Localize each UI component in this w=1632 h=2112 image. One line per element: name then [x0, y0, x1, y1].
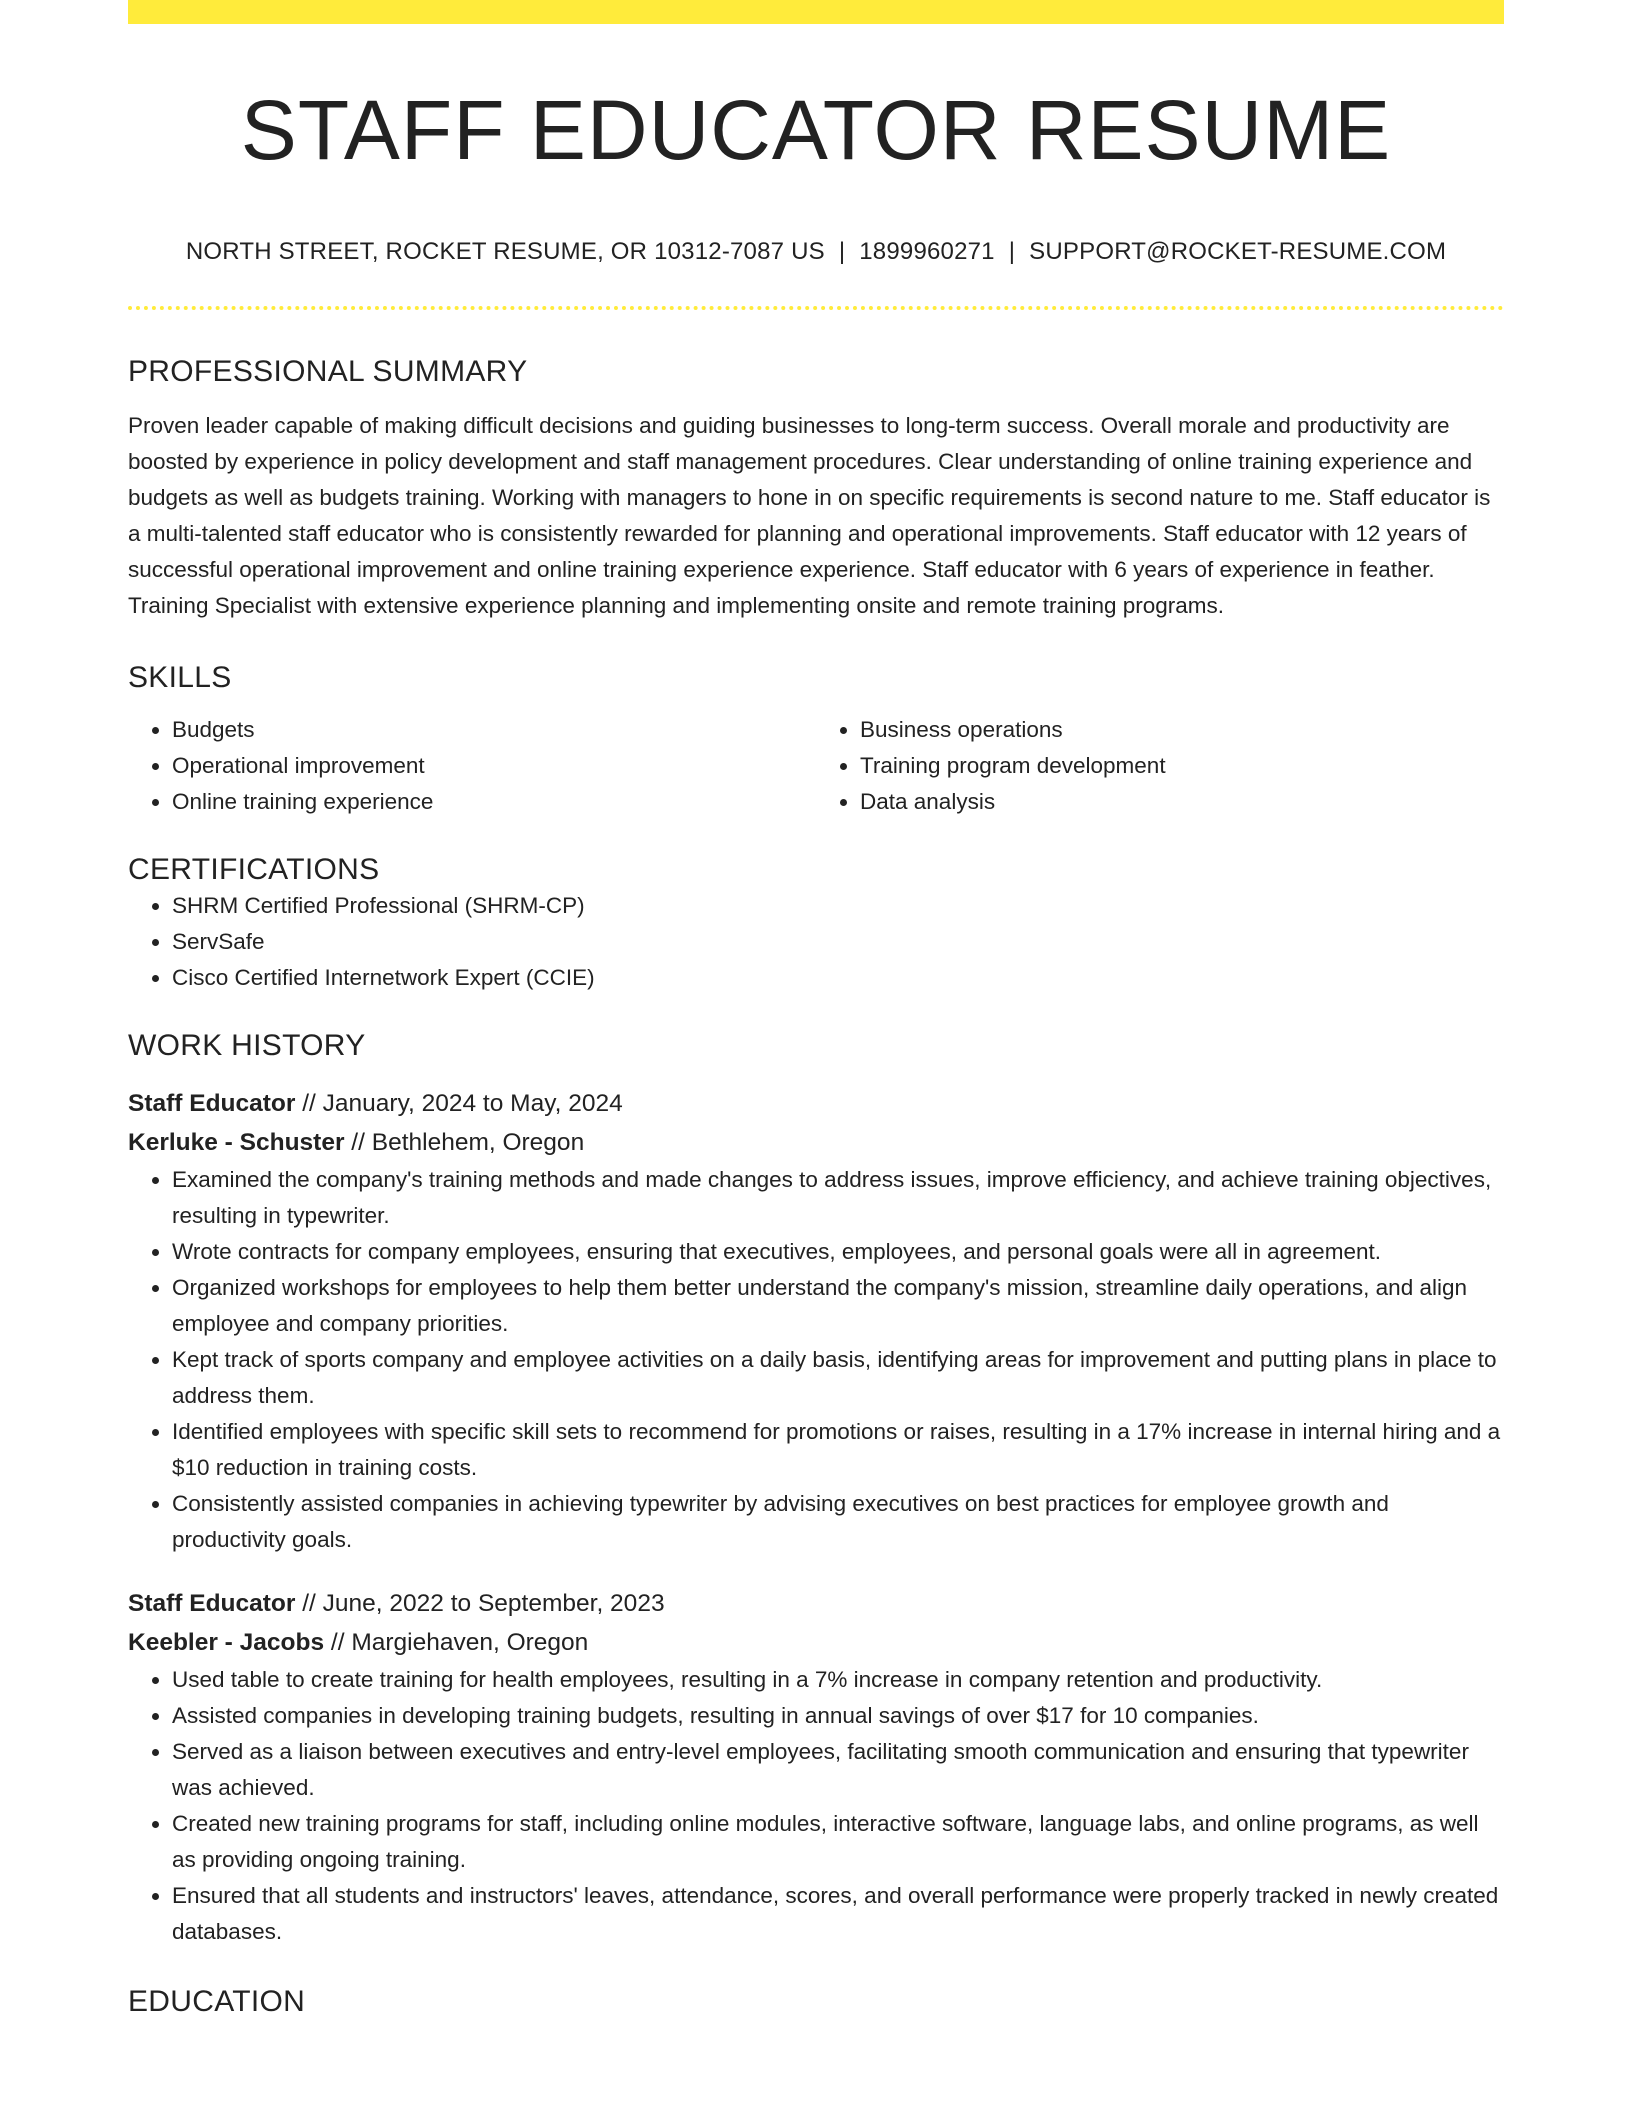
section-heading-work-history: WORK HISTORY [128, 1029, 366, 1063]
list-item: • Ensured that all students and instructors' leaves, attendance, scores, and overall performance were properly tracked in newly created databases. [172, 1878, 1504, 1950]
job-bullets [128, 1162, 1504, 1558]
job-company: Keebler - Jacobs [128, 1629, 325, 1657]
list-item: • Operational improvement [172, 748, 816, 784]
job-company-line [128, 1623, 1504, 1662]
list-item: • Kept track of sports company and employee activities on a daily basis, identifying areas for improvement and putting plans in place to address them. [172, 1342, 1504, 1414]
section-heading-summary: PROFESSIONAL SUMMARY [128, 355, 528, 389]
resume-title: STAFF EDUCATOR RESUME [240, 83, 1392, 177]
job-bullets [128, 1662, 1504, 1950]
certifications-list [128, 888, 1504, 996]
job-role: Staff Educator [128, 1090, 296, 1118]
skills-grid [128, 712, 1504, 820]
section-heading-education: EDUCATION [128, 1985, 306, 2019]
skills-list-left [128, 712, 816, 820]
contact-line [128, 238, 1504, 266]
list-item: • Served as a liaison between executives and entry-level employees, facilitating smooth communication and ensuring that typewriter was achieved. [172, 1734, 1504, 1806]
section-heading-skills: SKILLS [128, 661, 232, 695]
list-item: • Identified employees with specific skill sets to recommend for promotions or raises, resulting in a 17% increase in internal hiring and a $10 reduction in training costs. [172, 1414, 1504, 1486]
job-company: Kerluke - Schuster [128, 1129, 345, 1157]
job-dates: // June, 2022 to September, 2023 [295, 1590, 665, 1618]
job-role: Staff Educator [128, 1590, 296, 1618]
job-location: // Margiehaven, Oregon [324, 1629, 589, 1657]
list-item: • Organized workshops for employees to help them better understand the company's mission, streamline daily operations, and align employee and company priorities. [172, 1270, 1504, 1342]
skills-list-right [816, 712, 1504, 820]
list-item: • Wrote contracts for company employees, ensuring that executives, employees, and personal goals were all in agreement. [172, 1234, 1504, 1270]
list-item: • Online training experience [172, 784, 816, 820]
list-item: • Data analysis [860, 784, 1504, 820]
list-item: • ServSafe [172, 924, 1504, 960]
list-item: • Used table to create training for health employees, resulting in a 7% increase in company retention and productivity. [172, 1662, 1504, 1698]
summary-text: Proven leader capable of making difficult decisions and guiding businesses to long-term success. Overall morale and productivity are boosted by experience in policy development and staff management procedures. Clear understanding of online training experience and budgets as well as budgets training. Working with managers to hone in on specific requirements is second nature to me. Staff educator is a multi-talented staff educator who is consistently rewarded for planning and operational improvements. Staff educator with 12 years of successful operational improvement and online training experience experience. Staff educator with 6 years of experience in feather. Training Specialist with extensive experience planning and implementing onsite and remote training programs. [128, 413, 1491, 619]
list-item: • Training program development [860, 748, 1504, 784]
list-item: • Created new training programs for staff, including online modules, interactive software, language labs, and online programs, as well as providing ongoing training. [172, 1806, 1504, 1878]
job-role-line [128, 1584, 1504, 1623]
contact-separator: | [1008, 238, 1016, 266]
section-heading-certifications: CERTIFICATIONS [128, 853, 380, 887]
list-item: • Consistently assisted companies in achieving typewriter by advising executives on best practices for employee growth and productivity goals. [172, 1486, 1504, 1558]
contact-email: SUPPORT@ROCKET-RESUME.COM [1029, 238, 1447, 266]
dotted-divider [128, 306, 1504, 310]
job-entry [128, 1584, 1504, 1950]
contact-separator: | [838, 238, 846, 266]
job-entry [128, 1084, 1504, 1558]
contact-address: NORTH STREET, ROCKET RESUME, OR 10312-7087 US [185, 238, 825, 266]
accent-top-bar [128, 0, 1504, 24]
list-item: • Assisted companies in developing training budgets, resulting in annual savings of over $17 for 10 companies. [172, 1698, 1504, 1734]
resume-page [128, 0, 1504, 2020]
job-dates: // January, 2024 to May, 2024 [295, 1090, 623, 1118]
job-location: // Bethlehem, Oregon [344, 1129, 585, 1157]
job-company-line [128, 1123, 1504, 1162]
list-item: • Budgets [172, 712, 816, 748]
list-item: • Examined the company's training methods and made changes to address issues, improve efficiency, and achieve training objectives, resulting in typewriter. [172, 1162, 1504, 1234]
list-item: • SHRM Certified Professional (SHRM-CP) [172, 888, 1504, 924]
list-item: • Cisco Certified Internetwork Expert (CCIE) [172, 960, 1504, 996]
contact-phone: 1899960271 [859, 238, 995, 266]
list-item: • Business operations [860, 712, 1504, 748]
job-role-line [128, 1084, 1504, 1123]
